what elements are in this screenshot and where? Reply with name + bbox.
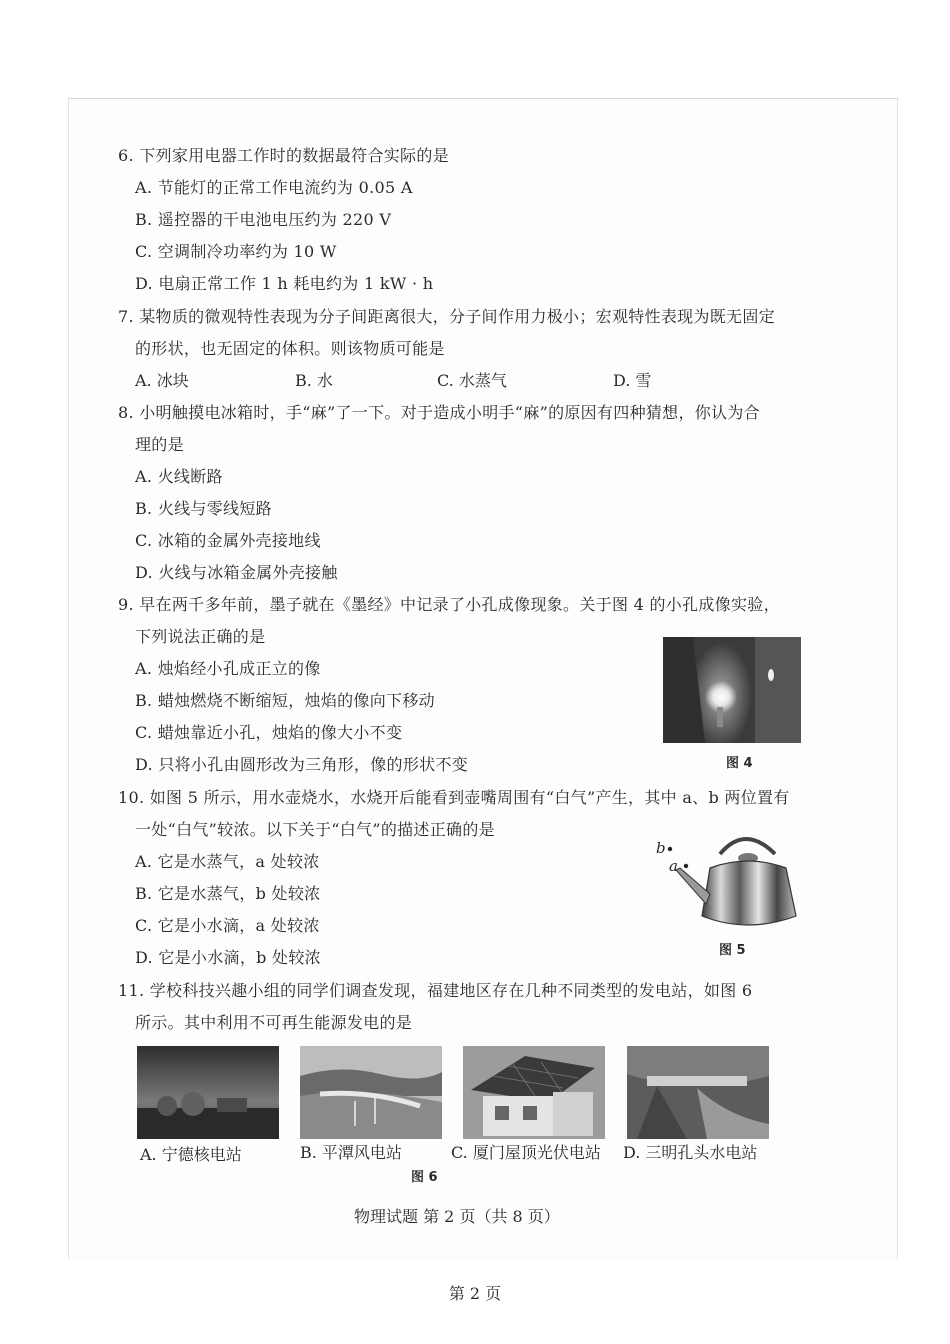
figure-5-label-a: a: [669, 857, 678, 875]
question-8-option-a: A. 火线断路: [135, 467, 223, 486]
question-6-option-a: A. 节能灯的正常工作电流约为 0.05 A: [135, 178, 413, 197]
question-6-stem: 6. 下列家用电器工作时的数据最符合实际的是: [118, 146, 449, 165]
figure-6-hydro-station-photo: [627, 1046, 769, 1139]
question-7-option-c: C. 水蒸气: [437, 371, 507, 390]
figure-4-caption: 图 4: [726, 756, 753, 771]
question-6-option-c: C. 空调制冷功率约为 10 W: [135, 242, 337, 261]
question-7-option-d: D. 雪: [613, 371, 652, 390]
question-7-stem-line1: 7. 某物质的微观特性表现为分子间距离很大，分子间作用力极小；宏观特性表现为既无固定: [118, 307, 775, 326]
question-7-option-a: A. 冰块: [135, 371, 189, 390]
question-9-stem-line2: 下列说法正确的是: [135, 627, 266, 646]
question-10-stem-line2: 一处“白气”较浓。以下关于“白气”的描述正确的是: [135, 820, 495, 839]
question-9-stem-line1: 9. 早在两千多年前，墨子就在《墨经》中记录了小孔成像现象。关于图 4 的小孔成像实验，: [118, 595, 780, 614]
question-10-option-c: C. 它是小水滴，a 处较浓: [135, 916, 320, 935]
figure-6-option-c-label: C. 厦门屋顶光伏电站: [451, 1143, 601, 1162]
question-7-option-b: B. 水: [295, 371, 333, 390]
figure-5-kettle: [650, 824, 805, 934]
question-6-option-d: D. 电扇正常工作 1 h 耗电约为 1 kW · h: [135, 274, 434, 293]
question-9-option-c: C. 蜡烛靠近小孔，烛焰的像大小不变: [135, 723, 403, 742]
question-8-stem-line2: 理的是: [135, 435, 184, 454]
question-8-stem-line1: 8. 小明触摸电冰箱时，手“麻”了一下。对于造成小明手“麻”的原因有四种猜想，你认为合: [118, 403, 760, 422]
question-11-stem-line1: 11. 学校科技兴趣小组的同学们调查发现，福建地区存在几种不同类型的发电站，如图 6: [118, 981, 753, 1000]
question-8-option-c: C. 冰箱的金属外壳接地线: [135, 531, 321, 550]
figure-4-pinhole-photo: [663, 637, 801, 743]
question-10-option-d: D. 它是小水滴，b 处较浓: [135, 948, 321, 967]
question-10-option-b: B. 它是水蒸气，b 处较浓: [135, 884, 321, 903]
figure-6-option-a-label: A. 宁德核电站: [140, 1145, 242, 1164]
figure-6-rooftop-solar-photo: [463, 1046, 605, 1139]
question-11-stem-line2: 所示。其中利用不可再生能源发电的是: [135, 1013, 413, 1032]
question-8-option-d: D. 火线与冰箱金属外壳接触: [135, 563, 338, 582]
sheet-footer: 物理试题 第 2 页（共 8 页）: [354, 1207, 560, 1226]
question-7-stem-line2: 的形状，也无固定的体积。则该物质可能是: [135, 339, 445, 358]
figure-6-option-d-label: D. 三明孔头水电站: [623, 1143, 758, 1162]
figure-6-caption: 图 6: [411, 1170, 438, 1185]
question-9-option-a: A. 烛焰经小孔成正立的像: [135, 659, 321, 678]
figure-6-option-b-label: B. 平潭风电站: [300, 1143, 402, 1162]
figure-5-label-b: b: [656, 839, 666, 857]
question-10-option-a: A. 它是水蒸气，a 处较浓: [135, 852, 320, 871]
question-8-option-b: B. 火线与零线短路: [135, 499, 272, 518]
figure-6-nuclear-plant-photo: [137, 1046, 279, 1139]
figure-6-wind-farm-photo: [300, 1046, 442, 1139]
question-9-option-b: B. 蜡烛燃烧不断缩短，烛焰的像向下移动: [135, 691, 435, 710]
question-6-option-b: B. 遥控器的干电池电压约为 220 V: [135, 210, 392, 229]
question-9-option-d: D. 只将小孔由圆形改为三角形，像的形状不变: [135, 755, 469, 774]
question-10-stem-line1: 10. 如图 5 所示，用水壶烧水，水烧开后能看到壶嘴周围有“白气”产生，其中 a、b 两位置有: [118, 788, 790, 807]
page-number: 第 2 页: [448, 1284, 502, 1303]
figure-5-caption: 图 5: [719, 943, 746, 958]
